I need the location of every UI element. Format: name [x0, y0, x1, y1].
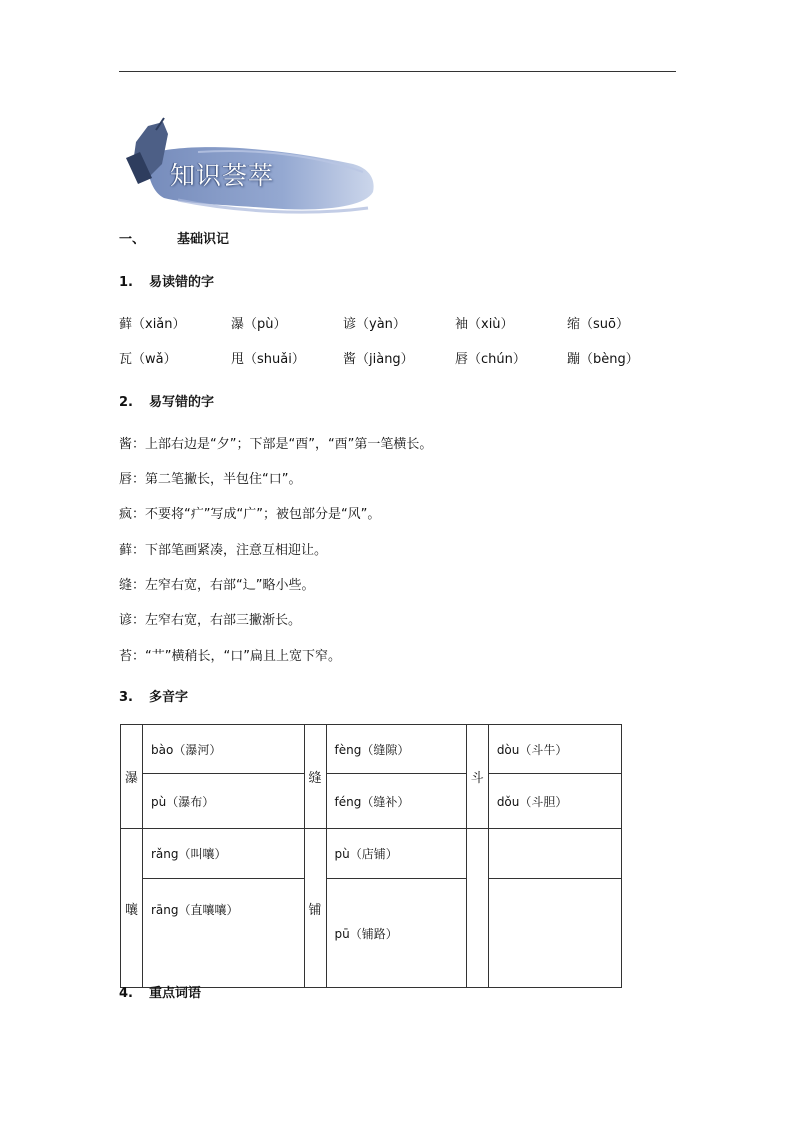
subsection-title: 重点词语: [149, 986, 202, 1001]
poly-reading: dòu（斗牛）: [488, 725, 621, 774]
poly-reading: pù（瀑布）: [143, 774, 305, 829]
poly-reading: rāng（直嚷嚷）: [143, 879, 305, 988]
pron-item: 蹦（bèng）: [567, 352, 639, 367]
writing-note: 苔：“艹”横稍长，“口”扁且上宽下窄。: [119, 649, 341, 664]
writing-note: 藓：下部笔画紧凑，注意互相迎让。: [119, 543, 328, 558]
banner-title: 知识荟萃: [170, 161, 275, 190]
pron-item: 瓦（wǎ）: [119, 352, 177, 367]
subsection-number: 3.: [119, 690, 133, 705]
subsection-title: 易读错的字: [149, 275, 215, 290]
pron-item: 藓（xiǎn）: [119, 317, 186, 332]
header-rule: [119, 71, 676, 72]
poly-char: 铺: [304, 829, 326, 988]
poly-char: 缝: [304, 725, 326, 829]
poly-reading: fèng（缝隙）: [326, 725, 466, 774]
section-number: 一、: [119, 232, 146, 247]
poly-reading: pù（店铺）: [326, 829, 466, 879]
pron-item: 缩（suō）: [567, 317, 629, 332]
poly-reading-empty: [488, 879, 621, 988]
poly-reading-empty: [488, 829, 621, 879]
poly-char-empty: [466, 829, 488, 988]
poly-char: 斗: [466, 725, 488, 829]
subsection-number: 4.: [119, 986, 133, 1001]
pron-item: 袖（xiù）: [455, 317, 514, 332]
poly-reading: bào（瀑河）: [143, 725, 305, 774]
writing-note: 谚：左窄右宽，右部三撇渐长。: [119, 613, 302, 628]
polyphone-table: [120, 724, 622, 988]
poly-reading: rǎng（叫嚷）: [143, 829, 305, 879]
pron-item: 酱（jiàng）: [343, 352, 414, 367]
writing-note: 唇：第二笔撇长，半包住“口”。: [119, 472, 302, 487]
subsection-number: 2.: [119, 395, 133, 410]
poly-char: 嚷: [121, 829, 143, 988]
subsection-title: 多音字: [149, 690, 189, 705]
poly-reading: dǒu（斗胆）: [488, 774, 621, 829]
poly-reading: pū（铺路）: [326, 879, 466, 988]
writing-note: 酱：上部右边是“夕”；下部是“酉”，“酉”第一笔横长。: [119, 437, 433, 452]
writing-note: 疯：不要将“疒”写成“广”；被包部分是“风”。: [119, 507, 381, 522]
subsection-number: 1.: [119, 275, 133, 290]
pron-item: 唇（chún）: [455, 352, 526, 367]
section-title: 基础识记: [177, 232, 230, 247]
poly-reading: féng（缝补）: [326, 774, 466, 829]
subsection-title: 易写错的字: [149, 395, 215, 410]
pron-item: 瀑（pù）: [231, 317, 287, 332]
poly-char: 瀑: [121, 725, 143, 829]
pron-item: 谚（yàn）: [343, 317, 406, 332]
pron-item: 甩（shuǎi）: [231, 352, 305, 367]
writing-note: 缝：左窄右宽，右部“辶”略小些。: [119, 578, 315, 593]
